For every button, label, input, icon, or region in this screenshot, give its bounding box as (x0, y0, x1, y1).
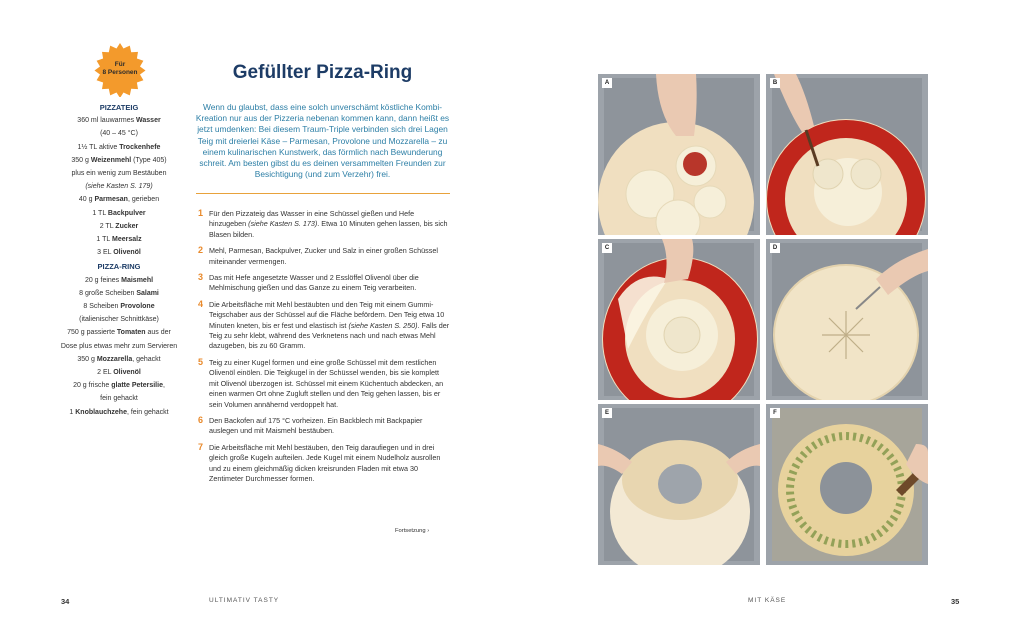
ingredient-name: Mozzarella (96, 355, 133, 363)
step-1: 1 Für den Pizzateig das Wasser in eine Schüssel gießen und Hefe hinzugeben (siehe Kasten S. 173). Etwa 10 Minuten gehen lassen, bis sich Blasen bilden. (198, 208, 448, 239)
step-2 (198, 246, 450, 267)
step-number: 2 (198, 245, 204, 256)
ingredient-name: Wasser (136, 117, 161, 125)
step-7 (198, 443, 450, 485)
ingredient-line: 750 g passierte Tomaten aus der (67, 329, 171, 337)
ingredient-line: 360 ml lauwarmes Wasser (77, 117, 161, 125)
photo-c-label: C (602, 243, 612, 253)
ingredient-line: 2 EL Olivenöl (97, 369, 141, 377)
ingredient-line: 1 TL Backpulver (92, 209, 146, 217)
badge-line-2: 8 Personen (102, 69, 138, 76)
step-6 (198, 416, 450, 437)
photo-b (766, 74, 928, 235)
photo-c (598, 239, 760, 400)
step-number: 5 (198, 356, 204, 367)
ingredient-line: 8 große Scheiben Salami (79, 289, 159, 297)
photo-d-label: D (770, 243, 780, 253)
ingredient-line: 1 Knoblauchzehe, fein gehackt (69, 408, 169, 416)
step-text: Den Backofen auf 175 °C vorheizen. Ein Backblech mit Backpapier auslegen und mit Maismehl bestäuben. (209, 415, 423, 436)
step-number: 7 (198, 441, 204, 452)
step-text: Für den Pizzateig das Wasser in eine Schüssel gießen und Hefe hinzugeben (209, 209, 415, 229)
ingredients-list (58, 101, 180, 419)
step-text: Mehl, Parmesan, Backpulver, Zucker und Salz in einer großen Schüssel miteinander vermengen. (209, 246, 438, 266)
page-number-left: 34 (61, 597, 70, 606)
ingredient-name: Backpulver (107, 209, 146, 217)
ingredient-line: (40 – 45 °C) (100, 130, 138, 138)
ingredient-line: fein gehackt (100, 395, 138, 403)
step-text: Die Arbeitsfläche mit Mehl bestäubten und den Teig mit einem Gummi-Teigschaber aus der Schüssel auf die Fläche befördern. Den Teig etwa 10 Minuten kneten, bis er fest und elastisch ist (209, 299, 445, 330)
continued-label: Fortsetzung › (395, 528, 430, 534)
ingredient-name: Maismehl (121, 276, 154, 284)
step-4: 4 Die Arbeitsfläche mit Mehl bestäubten und den Teig mit einem Gummi-Teigschaber aus der Schüssel auf die Fläche befördern. Den Teig etwa 10 Minuten kneten, bis er fest und elastisch ist (siehe Kasten S. 250). Falls der Teig zu sehr klebt, während des Verknetens nach und nach etwas Mehl dazugeben, bis zu 60 Gramm. (198, 298, 450, 351)
recipe-title: Gefüllter Pizza-Ring (232, 62, 413, 83)
step-text: Teig zu einer Kugel formen und eine große Schüssel mit dem restlichen Olivenöl einölen. Die Teigkugel in der Schüssel wenden, bis sie komplett mit Olivenöl überzogen ist. Schüssel mit einem Küchentuch abdecken, an einen warmen Ort ohne Zugluft stellen und den Teig gehen lassen, bis er sein Volumen annähernd verdoppelt hat. (209, 357, 444, 409)
ingredient-name: Trockenhefe (119, 143, 161, 151)
ingredient-name: Olivenöl (113, 369, 141, 377)
footer-chapter-title: MIT KÄSE (748, 597, 787, 604)
recipe-intro: Wenn du glaubst, dass eine solch unverschämt köstliche Kombi-Kreation nur aus der Pizzeria nebenan kommen kann, dann heißt es jetzt umdenken: Bei diesem Traum-Triple verbinden sich drei Lagen Teig mit dreierlei Käse – Parmesan, Provolone und Mozzarella – zu einem kulinarischen Kunstwerk, das förmlich nach Bewunderung schreit. Am besten gibst du es deinen versammelten Freunden zur Besichtigung (und zum Verzehr) frei. (195, 102, 450, 180)
ingredient-line: 20 g frische glatte Petersilie, (73, 382, 165, 390)
ingredient-line: plus ein wenig zum Bestäuben (71, 170, 167, 178)
ingredient-line: 20 g feines Maismehl (84, 276, 154, 284)
ingredient-line: 2 TL Zucker (99, 222, 139, 230)
step-number: 6 (198, 414, 204, 425)
ingredient-line: (italienischer Schnittkäse) (79, 316, 159, 324)
ingredient-name: Salami (136, 289, 159, 297)
ingredient-line: 40 g Parmesan, gerieben (78, 196, 160, 204)
ingredient-name: glatte Petersilie (111, 382, 163, 390)
ingredient-name: Weizenmehl (90, 156, 132, 164)
ingredient-name: Olivenöl (113, 249, 141, 257)
servings-badge (93, 43, 147, 97)
ingredient-line: 1½ TL aktive Trockenhefe (77, 143, 161, 151)
photo-e (598, 404, 760, 565)
photo-f-label: F (770, 408, 780, 418)
step-number: 4 (198, 298, 204, 309)
footer-book-title: ULTIMATIV TASTY (209, 597, 280, 604)
step-text: Das mit Hefe angesetzte Wasser und 2 Esslöffel Olivenöl über die Mehlmischung gießen und das Ganze zu einem Teig verarbeiten. (209, 273, 419, 293)
ingredient-line: 3 EL Olivenöl (97, 249, 141, 257)
ingredient-name: Knoblauchzehe (75, 408, 127, 416)
ingredient-line: (siehe Kasten S. 179) (85, 183, 153, 191)
step-5 (198, 358, 450, 410)
step-number: 3 (198, 272, 204, 283)
ingredient-line: 8 Scheiben Provolone (83, 303, 155, 311)
ingredients-section-pizzateig: PIZZATEIG (99, 103, 139, 112)
photo-b-label: B (770, 78, 780, 88)
ingredients-pizzateig-items (58, 114, 180, 259)
ingredients-section-pizzaring: PIZZA-RING (97, 262, 141, 272)
ingredient-name: Zucker (115, 222, 139, 230)
divider (196, 193, 450, 194)
ingredient-name: Parmesan (94, 196, 128, 204)
ingredient-line: 350 g Mozzarella, gehackt (77, 355, 161, 363)
photo-d (766, 239, 928, 400)
photo-f (766, 404, 928, 565)
ingredients-pizzaring-items (58, 274, 180, 419)
photo-a (598, 74, 760, 235)
page-number-right: 35 (951, 597, 960, 606)
step-number: 1 (198, 208, 204, 218)
badge-line-1: Für (114, 61, 126, 68)
ingredient-line: 350 g Weizenmehl (Type 405) (71, 156, 167, 164)
recipe-steps (198, 209, 450, 490)
ingredient-line: Dose plus etwas mehr zum Servieren (60, 342, 178, 350)
ingredient-name: Provolone (120, 303, 155, 311)
photo-e-label: E (602, 408, 612, 418)
ingredient-line: 1 TL Meersalz (96, 236, 142, 244)
ingredient-name: Meersalz (112, 236, 142, 244)
step-3 (198, 273, 450, 294)
step-text: Die Arbeitsfläche mit Mehl bestäuben, den Teig daraufiegen und in drei gleich große Kugeln aufteilen. Jede Kugel mit einem Nudelholz ausrollen und zu einem gleichmäßig dicken kreisrunden Fladen mit etwa 30 Zentimeter Durchmesser formen. (209, 442, 441, 483)
ingredient-name: Tomaten (116, 329, 146, 337)
photo-a-label: A (602, 78, 612, 88)
